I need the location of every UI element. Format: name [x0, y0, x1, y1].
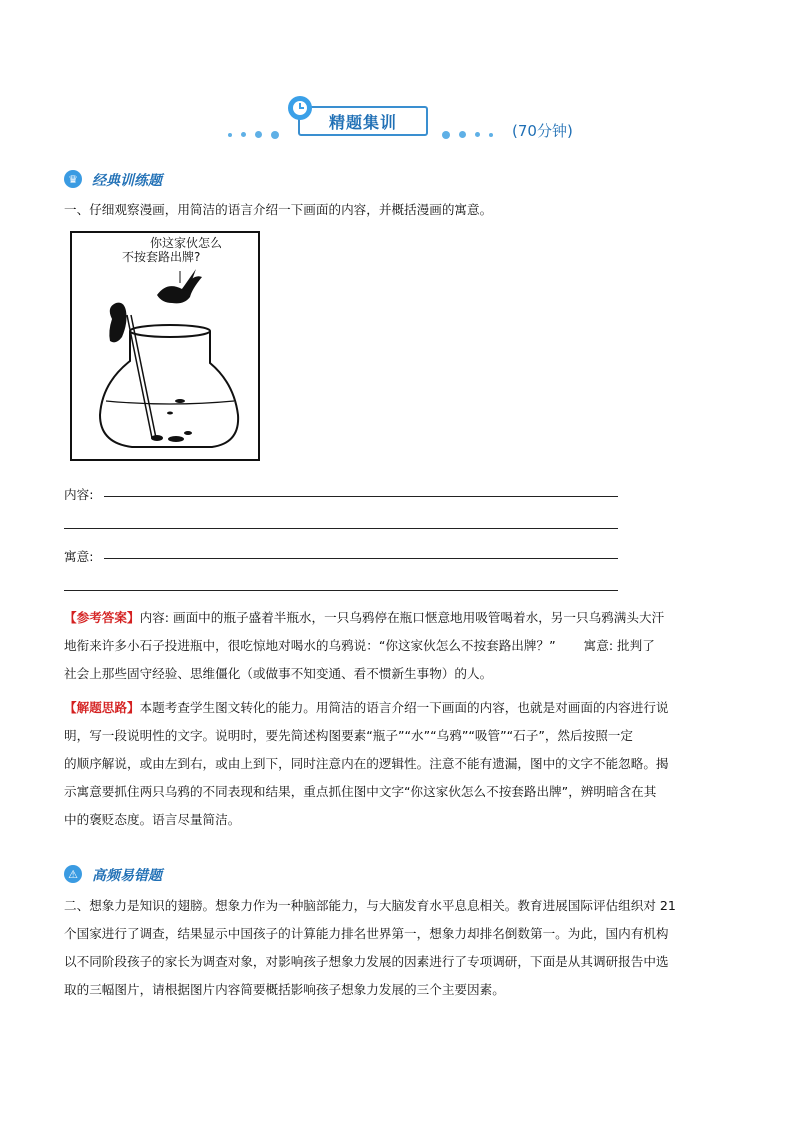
meaning-answer-line-2[interactable] — [64, 590, 618, 591]
analysis-line-3: 的顺序解说，或由左到右，或由上到下，同时注意内在的逻辑性。注意不能有遗漏，图中的文字不能忽略。揭 — [64, 756, 669, 771]
meaning-label: 寓意: — [64, 549, 94, 564]
banner-title: 精题集训 — [328, 112, 397, 132]
content-label: 内容: — [64, 487, 94, 502]
cartoon-caption-2: 不按套路出牌? — [122, 250, 201, 264]
analysis-line-4: 示寓意要抓住两只乌鸦的不同表现和结果，重点抓住图中文字“你这家伙怎么不按套路出牌”，辨明暗含在其 — [64, 784, 657, 799]
question-2-line-4: 取的三幅图片，请根据图片内容简要概括影响孩子想象力发展的三个主要因素。 — [64, 982, 505, 997]
cartoon-image — [70, 231, 260, 461]
answer-text-2: 地衔来许多小石子投进瓶中，很吃惊地对喝水的乌鸦说：“你这家伙怎么不按套路出牌？” — [64, 638, 556, 653]
clock-icon — [288, 96, 312, 120]
section-2-label: 高频易错题 — [92, 868, 162, 884]
warning-icon: ⚠ — [64, 865, 82, 883]
banner-dots-left — [228, 124, 288, 143]
answer-text-1: 内容: 画面中的瓶子盛着半瓶水，一只乌鸦停在瓶口惬意地用吸管喝着水，另一只乌鸦满头大汗 — [139, 610, 665, 625]
answer-line-3: 社会上那些固守经验、思维僵化（或做事不知变通、看不惯新生事物）的人。 — [64, 666, 493, 681]
banner-dots-right — [442, 124, 502, 143]
analysis-line-5: 中的褒贬态度。语言尽量简洁。 — [64, 812, 241, 827]
analysis-line-1 — [64, 694, 734, 722]
analysis-tag: 【解题思路】 — [64, 700, 140, 715]
answer-line-2 — [64, 632, 734, 660]
answer-line-1 — [64, 604, 734, 632]
content-answer-line-2[interactable] — [64, 528, 618, 529]
analysis-line-2: 明，写一段说明性的文字。说明时，要先简述构图要素“瓶子”“水”“乌鸦”“吸管”“石子”，然后按照一定 — [64, 728, 633, 743]
answer-meaning: 寓意: 批判了 — [583, 638, 655, 653]
question-2-line-2: 个国家进行了调查，结果显示中国孩子的计算能力排名世界第一，想象力却排名倒数第一。为此，国内有机构 — [64, 926, 669, 941]
analysis-text-1: 本题考查学生图文转化的能力。用简洁的语言介绍一下画面的内容，也就是对画面的内容进行说 — [139, 700, 669, 715]
content-answer-line-1[interactable] — [104, 496, 618, 497]
answer-tag: 【参考答案】 — [64, 610, 140, 625]
question-1: 一、仔细观察漫画，用简洁的语言介绍一下画面的内容，并概括漫画的寓意。 — [64, 202, 493, 217]
cartoon-caption-1: 你这家伙怎么 — [150, 236, 223, 250]
trophy-icon: ♛ — [64, 170, 82, 188]
meaning-answer-line-1[interactable] — [104, 558, 618, 559]
section-1-label: 经典训练题 — [92, 173, 162, 189]
question-2 — [64, 892, 734, 1004]
banner-title-box — [298, 106, 428, 136]
analysis — [64, 694, 734, 834]
crow-vase-cartoon — [72, 233, 258, 459]
banner-duration: (70分钟) — [512, 122, 573, 140]
reference-answer — [64, 604, 734, 688]
question-2-line-3: 以不同阶段孩子的家长为调查对象，对影响孩子想象力发展的因素进行了专项调研，下面是从其调研报告中选 — [64, 954, 669, 969]
question-2-line-1: 二、想象力是知识的翅膀。想象力作为一种脑部能力，与大脑发育水平息息相关。教育进展国际评估组织对 21 — [64, 898, 676, 913]
